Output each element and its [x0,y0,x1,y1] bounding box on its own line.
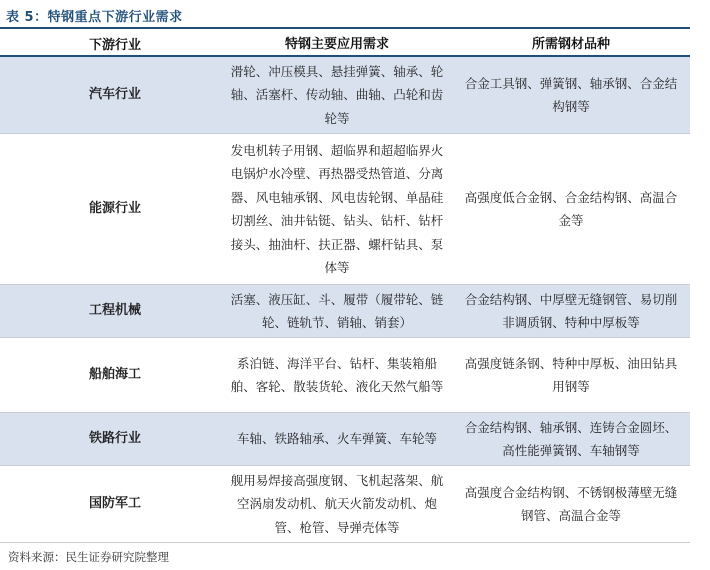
table-row [0,338,690,413]
steel-types-cell: 高强度链条钢、特种中厚板、油田钻具用钢等 [464,355,678,394]
applications-cell: 舰用易焊接高强度钢、飞机起落架、航空涡扇发动机、航天火箭发动机、炮管、枪管、导弹壳体等 [230,472,444,535]
steel-types-cell: 高强度低合金钢、合金结构钢、高温合金等 [464,189,678,228]
header-steel-types: 所需钢材品种 [531,36,610,52]
table-row [0,285,690,338]
table-row [0,413,690,466]
header-industry: 下游行业 [88,37,141,53]
header-applications: 特钢主要应用需求 [284,36,389,52]
table-row [0,466,690,543]
applications-cell: 发电机转子用钢、超临界和超超临界火电锅炉水冷壁、再热器受热管道、分离器、风电轴承钢、风电齿轮钢、单晶硅切割丝、油井钻铤、钻头、钻杆、钻杆接头、抽油杆、扶正器、螺杆钻具、泵体等 [230,142,444,275]
table-row [0,57,690,134]
demand-table [0,29,690,543]
industry-cell: 铁路行业 [88,431,141,447]
table-row [0,134,690,285]
steel-types-cell: 高强度合金结构钢、不锈钢极薄壁无缝钢管、高温合金等 [464,484,678,523]
applications-cell: 活塞、液压缸、斗、履带（履带轮、链轮、链轨节、销轴、销套） [230,291,444,330]
steel-types-cell: 合金结构钢、中厚壁无缝钢管、易切削非调质钢、特种中厚板等 [464,291,678,330]
industry-cell: 工程机械 [88,303,141,319]
applications-cell: 系泊链、海洋平台、钻杆、集装箱船舶、客轮、散装货轮、液化天然气船等 [230,355,444,394]
steel-types-cell: 合金工具钢、弹簧钢、轴承钢、合金结构钢等 [464,75,678,114]
applications-cell: 车轴、铁路轴承、火车弹簧、车轮等 [236,431,437,447]
industry-cell: 船舶海工 [88,367,141,383]
steel-types-cell: 合金结构钢、轴承钢、连铸合金圆坯、高性能弹簧钢、车轴钢等 [464,419,678,458]
table-header [0,29,690,57]
industry-cell: 汽车行业 [88,87,141,103]
table-title: 表 5：特钢重点下游行业需求 [6,10,183,25]
industry-cell: 能源行业 [88,201,141,217]
industry-cell: 国防军工 [88,496,141,512]
applications-cell: 滑轮、冲压模具、悬挂弹簧、轴承、轮轴、活塞杆、传动轴、曲轴、凸轮和齿轮等 [230,63,444,126]
source-note: 资料来源：民生证券研究院整理 [8,550,169,564]
